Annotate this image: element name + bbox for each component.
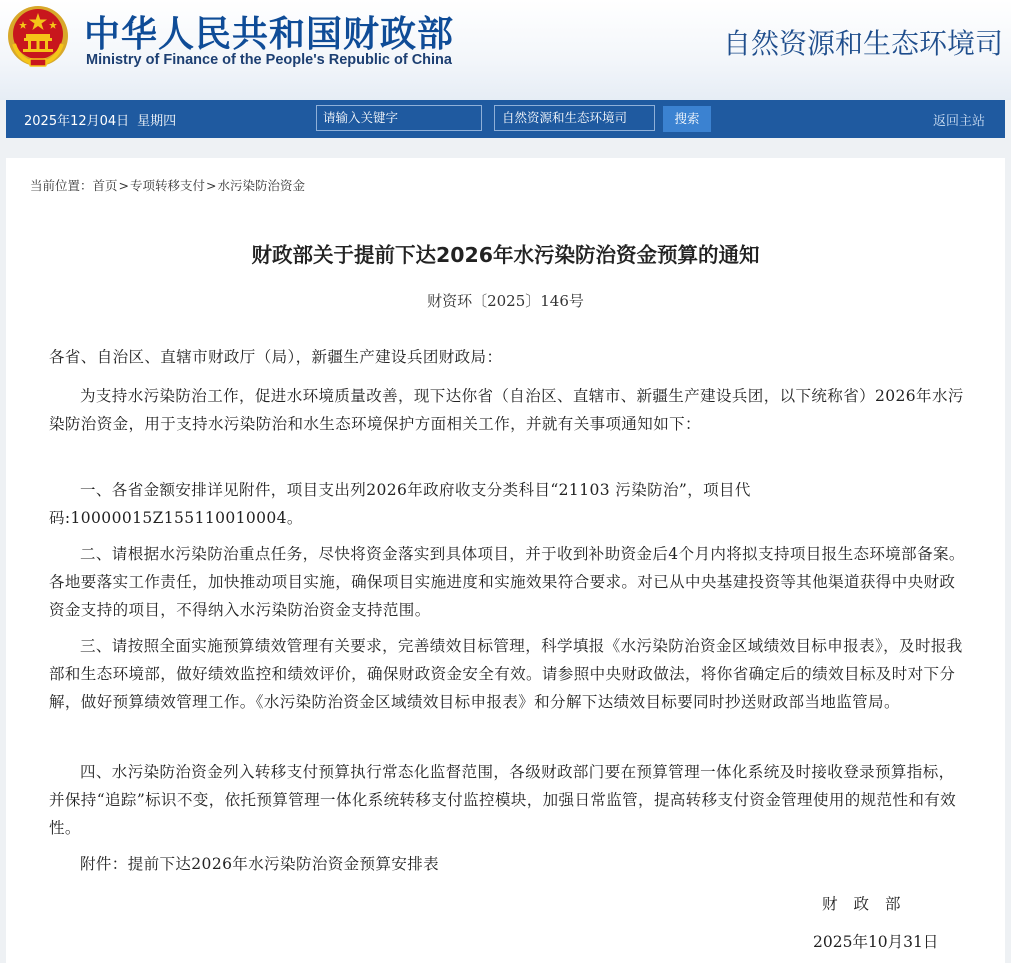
department-name: 自然资源和生态环境司 <box>722 27 1003 60</box>
search-button[interactable]: 搜索 <box>663 106 711 132</box>
breadcrumb-prefix: 当前位置： <box>30 178 93 193</box>
item-1-paragraph: 一、各省金额安排详见附件，项目支出列2026年政府收支分类科目“21103 污染防治”，项目代码:10000015Z155110010004。 <box>49 481 751 527</box>
ministry-name-cn[interactable]: 中华人民共和国财政部 <box>84 14 455 55</box>
document-number: 财资环〔2025〕146号 <box>427 292 584 310</box>
breadcrumb-current[interactable]: 水污染防治资金 <box>217 178 306 193</box>
breadcrumb-category[interactable]: 专项转移支付 <box>130 178 206 193</box>
current-date <box>24 110 176 129</box>
breadcrumb-home[interactable]: 首页 <box>92 178 118 193</box>
item-3-paragraph: 三、请按照全面实施预算绩效管理有关要求，完善绩效目标管理，科学填报《水污染防治资金区域绩效目标申报表》，及时报我部和生态环境部，做好绩效监控和绩效评价，确保财政资金安全有效。请参照中央财政做法，将你省确定后的绩效目标及时对下分解，做好预算绩效管理工作。《水污染防治资金区域绩效目标申报表》和分解下达绩效目标要同时抄送财政部当地监管局。 <box>49 637 963 711</box>
attachment-link[interactable]: 附件：提前下达2026年水污染防治资金预算安排表 <box>80 855 440 873</box>
content-panel <box>6 158 1005 963</box>
nav-bar <box>6 100 1005 138</box>
site-header <box>0 0 1011 100</box>
article-title: 财政部关于提前下达2026年水污染防治资金预算的通知 <box>251 243 760 267</box>
search-input[interactable]: 请输入关键字 <box>316 105 482 131</box>
signature-org: 财政部 <box>822 895 917 913</box>
item-2-paragraph: 二、请根据水污染防治重点任务，尽快将资金落实到具体项目，并于收到补助资金后4个月内将拟支持项目报生态环境部备案。各地要落实工作责任，加快推动项目实施，确保项目实施进度和实施效果符合要求。对已从中央基建投资等其他渠道获得中央财政资金支持的项目，不得纳入水污染防治资金支持范围。 <box>49 545 965 619</box>
signature-date: 2025年10月31日 <box>813 933 939 951</box>
weekday-text: 星期四 <box>137 114 177 129</box>
search-scope-select[interactable]: 自然资源和生态环境司 <box>494 105 655 131</box>
intro-paragraph: 为支持水污染防治工作，促进水环境质量改善，现下达你省（自治区、直辖市、新疆生产建设兵团，以下统称省）2026年水污染防治资金，用于支持水污染防治和水生态环境保护方面相关工作，并就有关事项通知如下： <box>49 387 964 433</box>
breadcrumb <box>30 176 305 194</box>
salutation: 各省、自治区、直辖市财政厅（局），新疆生产建设兵团财政局： <box>49 348 503 366</box>
return-home-link[interactable]: 返回主站 <box>932 114 985 129</box>
national-emblem-icon[interactable] <box>6 4 70 68</box>
date-text: 2025年12月04日 <box>24 114 130 129</box>
ministry-name-en[interactable]: Ministry of Finance of the People's Republic of China <box>86 52 452 68</box>
breadcrumb-separator: > <box>206 178 217 193</box>
item-4-paragraph: 四、水污染防治资金列入转移支付预算执行常态化监督范围，各级财政部门要在预算管理一体化系统及时接收登录预算指标，并保持“追踪”标识不变，依托预算管理一体化系统转移支付监控模块，加强日常监管，提高转移支付资金管理使用的规范性和有效性。 <box>49 763 957 837</box>
breadcrumb-separator: > <box>118 178 130 193</box>
